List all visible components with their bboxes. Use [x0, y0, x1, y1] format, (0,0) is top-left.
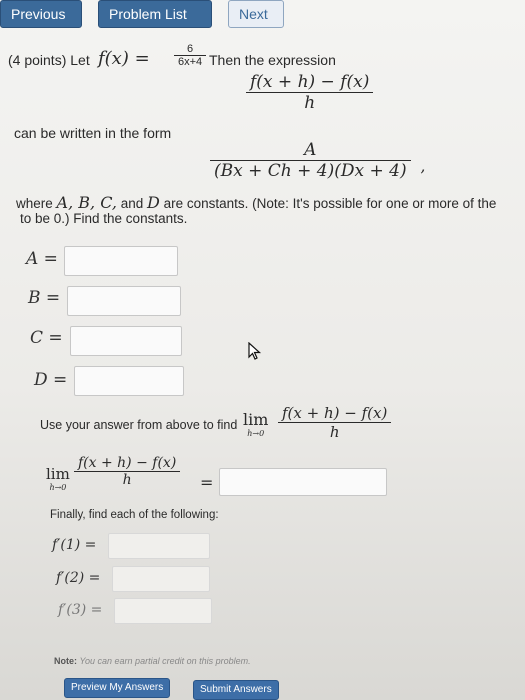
line2-text: to be 0.) Find the constants. — [20, 211, 188, 226]
note-text: You can earn partial credit on this problem. — [79, 656, 251, 666]
form-fraction — [210, 140, 411, 181]
limit-1-sub: h→0 — [247, 429, 265, 438]
limit-1 — [243, 410, 268, 438]
constants-text: are constants. (Note: It's possible for one or more of the — [163, 196, 497, 211]
fprime-3-input[interactable] — [114, 598, 212, 624]
limit-1-lim: lim — [243, 410, 269, 429]
fprime-1-input[interactable] — [108, 533, 210, 559]
note-line — [54, 656, 251, 666]
limit-1-fraction — [278, 404, 391, 441]
d-letter: D — [147, 193, 160, 212]
where-line — [16, 193, 521, 212]
preview-answers-button[interactable]: Preview My Answers — [64, 678, 170, 698]
fx-frac-num: 6 — [187, 43, 194, 55]
where-text: where — [16, 196, 53, 211]
form-den: (Bx + Ch + 4)(Dx + 4) — [214, 161, 407, 181]
fx-fraction — [174, 43, 206, 68]
abc-letters: A, B, C, — [56, 193, 117, 212]
input-a[interactable] — [64, 246, 178, 276]
expression-fraction — [246, 72, 373, 113]
limit-2-sub: h→0 — [49, 483, 67, 492]
expr-num: f(x + h) − f(x) — [250, 72, 370, 92]
fx-label: f(x) = — [98, 48, 150, 69]
then-text: Then the expression — [209, 52, 336, 68]
expr-den: h — [304, 93, 316, 113]
label-a: A = — [26, 249, 58, 269]
label-d: D = — [34, 370, 68, 390]
points-text: (4 points) Let — [8, 52, 90, 68]
limit-1-num: f(x + h) − f(x) — [282, 404, 388, 422]
nav-bar — [0, 0, 284, 28]
limit-2-lim: lim — [46, 465, 70, 483]
input-d[interactable] — [74, 366, 184, 396]
and-text: and — [120, 196, 144, 211]
problem-list-button[interactable]: Problem List — [98, 0, 212, 28]
limit-2 — [46, 465, 70, 492]
fx-frac-den: 6x+4 — [178, 56, 203, 68]
limit-prompt: Use your answer from above to find — [40, 418, 238, 432]
can-be-text: can be written in the form — [14, 125, 172, 141]
label-c: C = — [30, 328, 63, 348]
input-b[interactable] — [67, 286, 181, 316]
limit-2-num: f(x + h) − f(x) — [78, 455, 177, 471]
form-num: A — [304, 140, 317, 160]
limit-2-den: h — [122, 472, 132, 488]
fprime-2-label: f′(2) = — [56, 570, 101, 586]
previous-button[interactable]: Previous — [0, 0, 82, 28]
limit-2-fraction — [74, 455, 180, 488]
input-c[interactable] — [70, 326, 182, 356]
fprime-3-label: f′(3) = — [58, 602, 103, 618]
fprime-1-label: f′(1) = — [52, 537, 97, 553]
mouse-cursor-icon — [248, 342, 262, 360]
note-bold: Note: — [54, 656, 77, 666]
submit-answers-button[interactable]: Submit Answers — [193, 680, 279, 700]
finally-text: Finally, find each of the following: — [50, 509, 219, 521]
limit-1-den: h — [329, 423, 340, 441]
form-punct: ’ — [420, 166, 426, 185]
label-b: B = — [28, 288, 61, 308]
fprime-2-input[interactable] — [112, 566, 210, 592]
limit-equals: = — [200, 473, 214, 492]
next-button[interactable]: Next — [228, 0, 284, 28]
limit-input[interactable] — [219, 468, 387, 496]
